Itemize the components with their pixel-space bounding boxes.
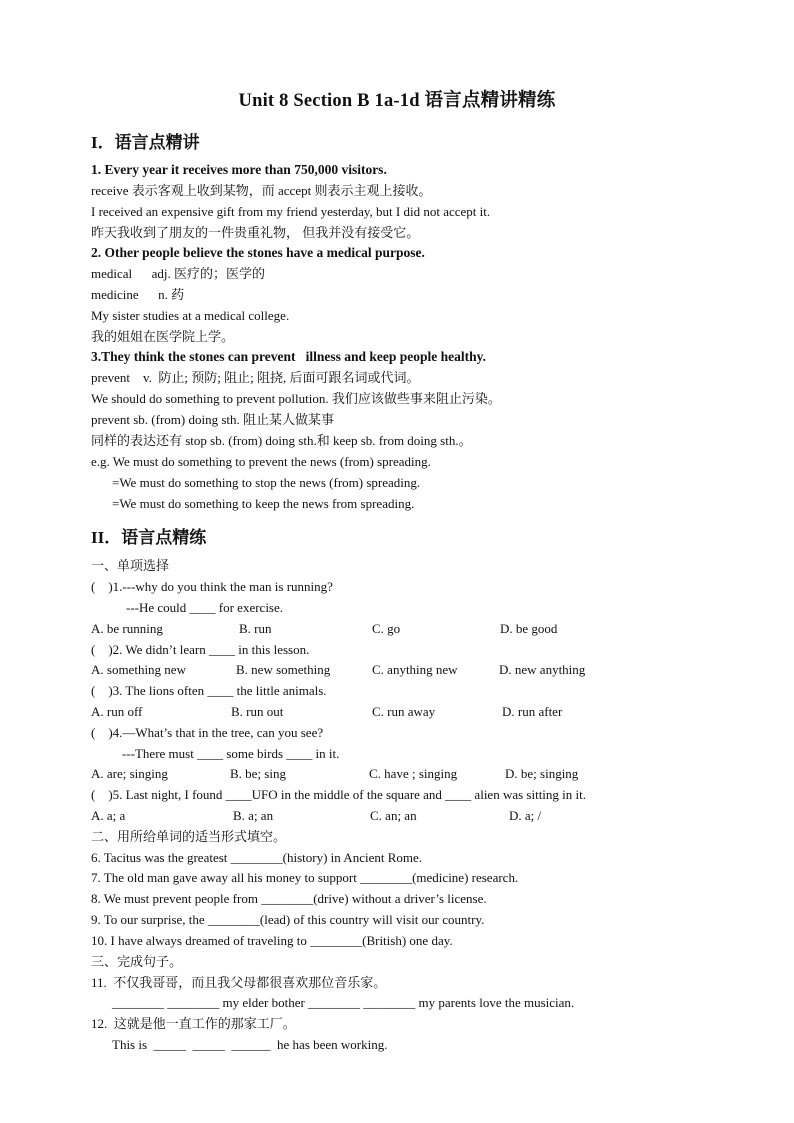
fill-question-6: 6. Tacitus was the greatest ________(history) in Ancient Rome. [91,850,423,865]
q4-option-a: A. are; singing [91,766,168,781]
q1-option-b: B. run [239,621,272,636]
q3-option-d: D. run after [502,704,563,719]
fill-question-9: 9. To our surprise, the ________(lead) of this country will visit our country. [91,912,485,927]
q4-option-d: D. be; singing [505,766,579,781]
q4-option-b: B. be; sing [230,766,286,781]
part1-heading: I．语言点精讲 [91,133,200,152]
q3-option-b: B. run out [231,704,284,719]
point-3-eg-alt2: =We must do something to keep the news from spreading. [112,496,415,511]
q4-option-c: C. have ; singing [369,766,458,781]
q2-option-c: C. anything new [372,662,458,677]
point-2-medical: medical adj. 医疗的；医学的 [91,266,266,281]
point-3-eg-alt1: =We must do something to stop the news (from) spreading. [112,475,421,490]
point-3-eg: e.g. We must do something to prevent the news (from) spreading. [91,454,431,469]
section-multiple-choice: 一、单项选择 [91,558,170,573]
q5-option-b: B. a; an [233,808,274,823]
question-4-line2: ---There must ____ some birds ____ in it. [122,746,340,761]
q2-option-b: B. new something [236,662,331,677]
point-3-similar: 同样的表达还有 stop sb. (from) doing sth.和 keep sb. from doing sth.。 [91,433,472,448]
point-1-example: I received an expensive gift from my friend yesterday, but I did not accept it. [91,204,491,219]
question-4: ( )4.—What’s that in the tree, can you see? [91,725,324,740]
q1-option-a: A. be running [91,621,163,636]
point-2-sentence: 2. Other people believe the stones have a medical purpose. [91,245,425,260]
point-2-translation: 我的姐姐在医学院上学。 [91,329,235,344]
point-3-prevent: prevent v. 防止; 预防; 阻止; 阻挠, 后面可跟名词或代词。 [91,370,420,385]
page-title: Unit 8 Section B 1a-1d 语言点精讲精练 [238,91,556,111]
point-1-sentence: 1. Every year it receives more than 750,000 visitors. [91,162,387,177]
question-3: ( )3. The lions often ____ the little animals. [91,683,327,698]
point-1-explanation: receive 表示客观上收到某物，而 accept 则表示主观上接收。 [91,183,432,198]
point-3-usage: prevent sb. (from) doing sth. 阻止某人做某事 [91,412,335,427]
point-2-example: My sister studies at a medical college. [91,308,290,323]
fill-question-7: 7. The old man gave away all his money to support ________(medicine) research. [91,870,519,885]
q5-option-d: D. a; / [509,808,542,823]
sentence-12-english: This is _____ _____ ______ he has been working. [112,1037,388,1052]
q2-option-d: D. new anything [499,662,586,677]
question-2: ( )2. We didn’t learn ____ in this lesson. [91,642,310,657]
point-2-medicine: medicine n. 药 [91,287,185,302]
q5-option-a: A. a; a [91,808,126,823]
sentence-11-english: ________ ________ my elder bother ________ ________ my parents love the musician. [112,995,575,1010]
part2-heading: II．语言点精练 [91,528,207,547]
q3-option-a: A. run off [91,704,143,719]
q3-option-c: C. run away [372,704,436,719]
section-complete-sentences: 三、完成句子。 [91,954,183,969]
question-1-line2: ---He could ____ for exercise. [126,600,284,615]
sentence-12-chinese: 12. 这就是他一直工作的那家工厂。 [91,1016,296,1031]
fill-question-10: 10. I have always dreamed of traveling to ________(British) one day. [91,933,453,948]
q1-option-c: C. go [372,621,401,636]
fill-question-8: 8. We must prevent people from ________(drive) without a driver’s license. [91,891,487,906]
question-5: ( )5. Last night, I found ____UFO in the middle of the square and ____ alien was sitting in it. [91,787,587,802]
q1-option-d: D. be good [500,621,558,636]
point-1-translation: 昨天我收到了朋友的一件贵重礼物， 但我并没有接受它。 [91,225,420,240]
point-3-example: We should do something to prevent pollution. 我们应该做些事来阻止污染。 [91,391,501,406]
question-1: ( )1.---why do you think the man is running? [91,579,333,594]
sentence-11-chinese: 11. 不仅我哥哥，而且我父母都很喜欢那位音乐家。 [91,975,387,990]
q5-option-c: C. an; an [370,808,417,823]
point-3-sentence: 3.They think the stones can prevent illness and keep people healthy. [91,349,487,364]
section-fill-in: 二、用所给单词的适当形式填空。 [91,829,287,844]
q2-option-a: A. something new [91,662,186,677]
